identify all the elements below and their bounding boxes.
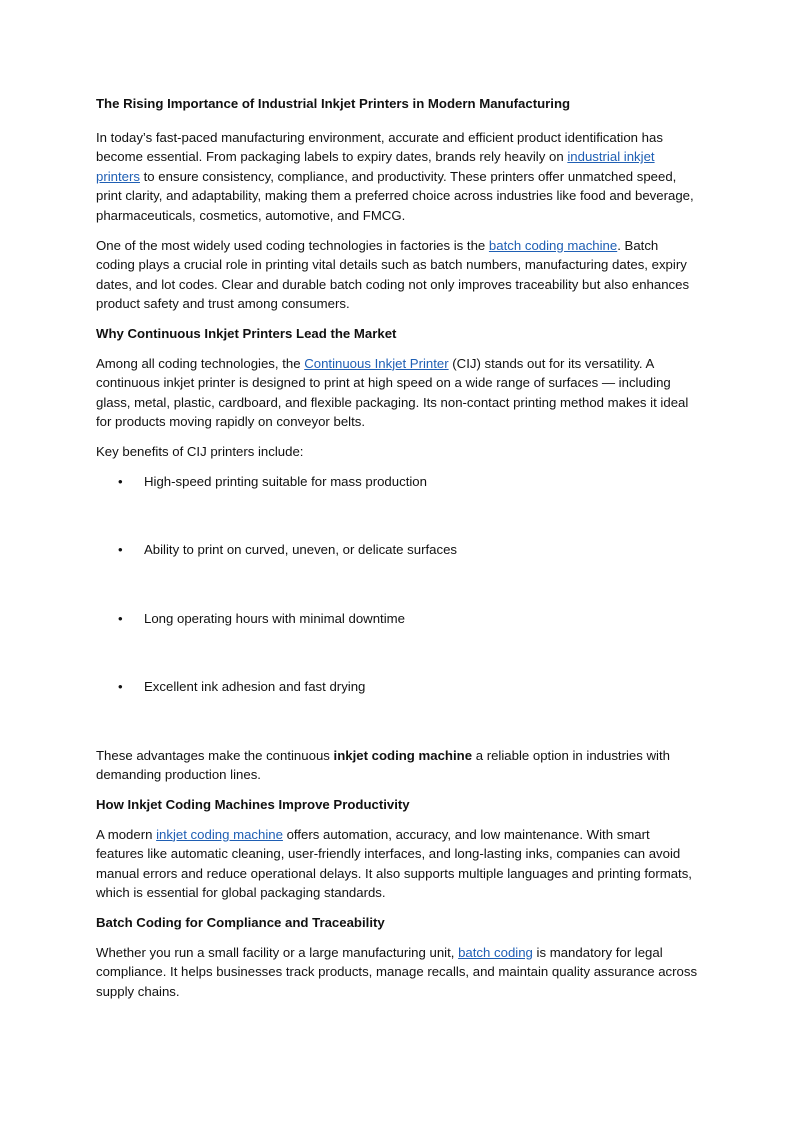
paragraph-cij: Among all coding technologies, the Continuous Inkjet Printer (CIJ) stands out for its versatility. A continuous inkjet printer is designed to print at high speed on a wide range of surfaces — including glass, metal, plastic, cardboard, and flexible packaging. Its non-contact printing method makes it ideal for products moving rapidly on conveyor belts. [96,355,689,430]
link-batch-coding[interactable]: batch coding [458,944,533,960]
section-heading-compliance: Batch Coding for Compliance and Traceability [96,915,385,931]
bullet-icon: • [118,679,123,695]
list-item: • High-speed printing suitable for mass production [96,472,700,492]
list-item: • Long operating hours with minimal downtime [96,609,700,629]
link-batch-coding-machine[interactable]: batch coding machine [488,237,618,253]
benefits-list [96,472,700,697]
section-heading-productivity: How Inkjet Coding Machines Improve Productivity [96,797,410,813]
paragraph-advantages: These advantages make the continuous inkjet coding machine a reliable option in industries with demanding production lines. [96,747,670,783]
link-industrial-inkjet-printers[interactable]: industrial inkjet printers [96,149,655,184]
section-heading-cij: Why Continuous Inkjet Printers Lead the Market [96,325,397,341]
article-body [96,94,700,1001]
paragraph-compliance: Whether you run a small facility or a large manufacturing unit, batch coding is mandatory for legal compliance. It helps businesses track products, manage recalls, and maintain quality assurance across supply chains. [96,944,698,999]
link-inkjet-coding-machine[interactable]: inkjet coding machine [156,826,283,842]
paragraph-intro: In today’s fast-paced manufacturing environment, accurate and efficient product identification has become essential. From packaging labels to expiry dates, brands rely heavily on industrial inkjet printers to ensure consistency, compliance, and productivity. These printers offer unmatched speed, print clarity, and adaptability, making them a preferred choice across industries like food and beverage, pharmaceuticals, cosmetics, automotive, and FMCG. [96,129,694,223]
paragraph-productivity: A modern inkjet coding machine offers automation, accuracy, and low maintenance. With smart features like automatic cleaning, user-friendly interfaces, and long-lasting inks, companies can avoid manual errors and reduce operational delays. It also supports multiple languages and printing formats, which is essential for global packaging standards. [96,826,692,901]
link-continuous-inkjet-printer[interactable]: Continuous Inkjet Printer [304,355,449,371]
list-item: • Excellent ink adhesion and fast drying [96,677,700,697]
paragraph-batch-coding: One of the most widely used coding technologies in factories is the batch coding machine. Batch coding plays a crucial role in printing vital details such as batch numbers, manufacturing dates, expiry dates, and lot codes. Clear and durable batch coding not only improves traceability but also enhances product safety and trust among consumers. [96,237,690,312]
benefits-intro: Key benefits of CIJ printers include: [96,443,304,459]
bullet-icon: • [118,542,123,558]
bullet-icon: • [118,473,123,489]
bold-inkjet-coding-machine: inkjet coding machine [333,747,473,763]
bullet-icon: • [118,610,123,626]
article-title: The Rising Importance of Industrial Inkjet Printers in Modern Manufacturing [96,96,571,111]
list-item: • Ability to print on curved, uneven, or delicate surfaces [96,540,700,560]
